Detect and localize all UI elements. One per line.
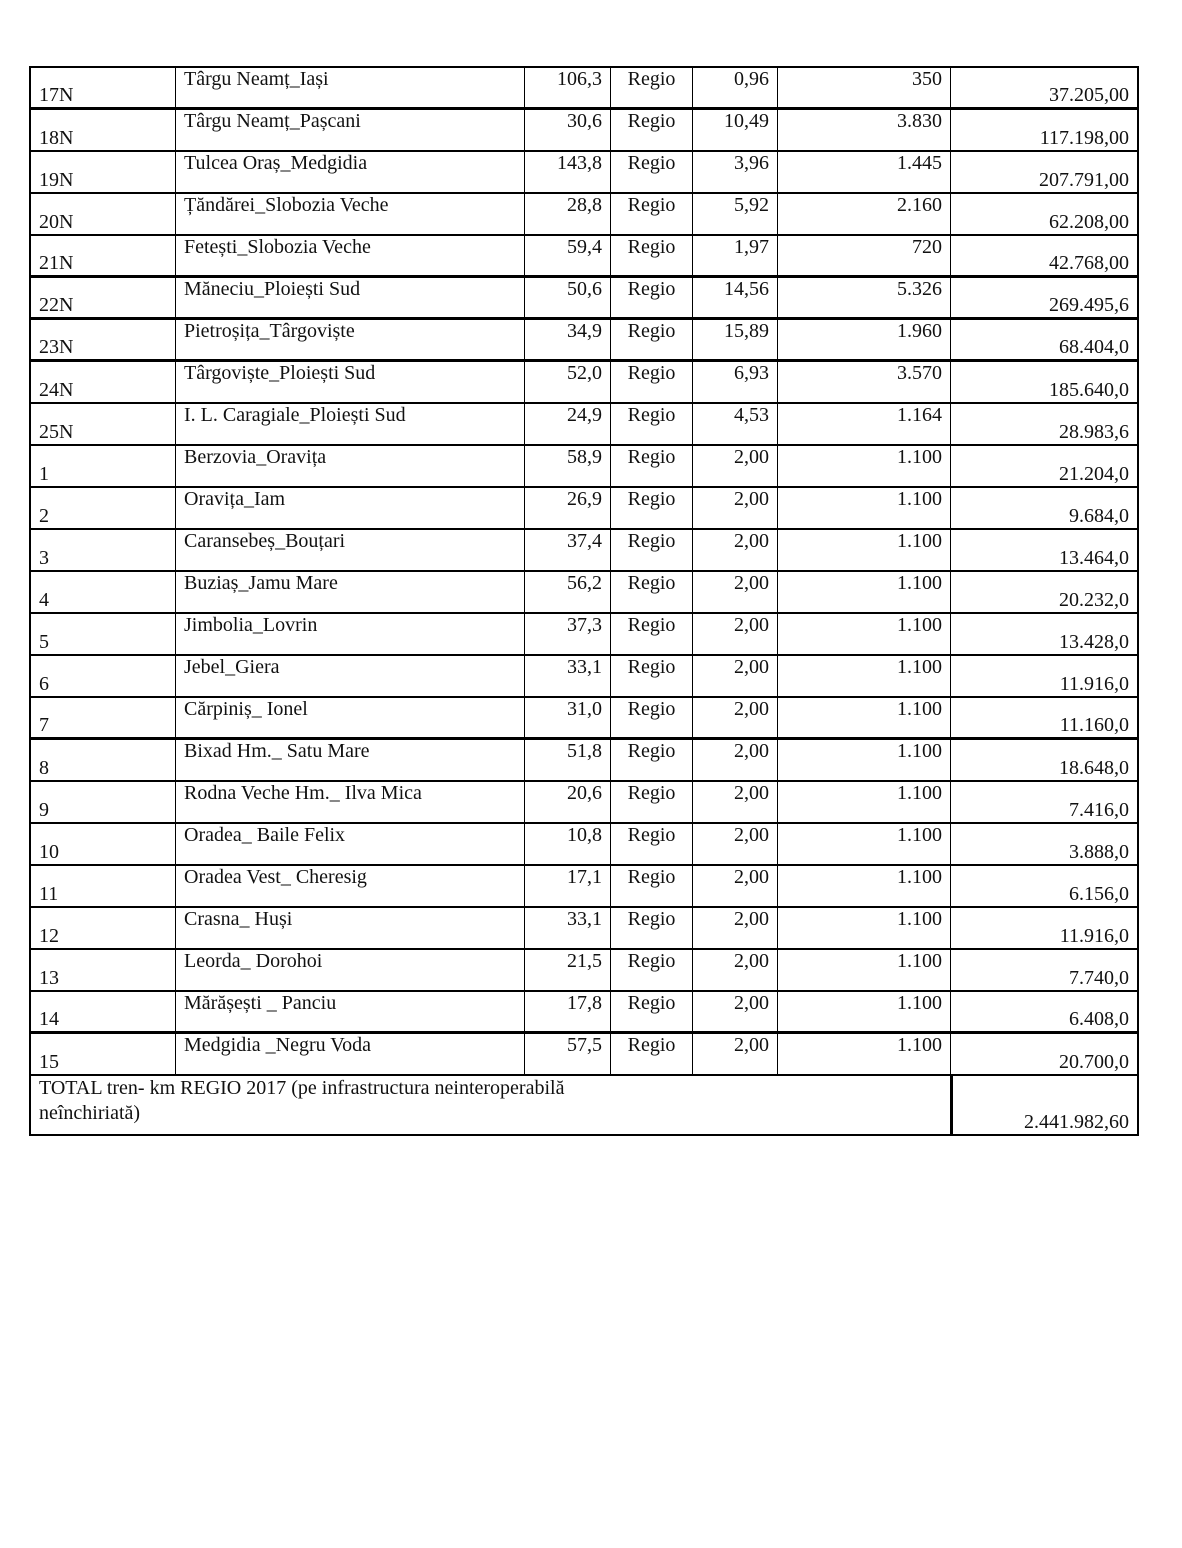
- route-name: Pietroșița_Târgoviște: [176, 320, 525, 362]
- row-number: 14: [31, 992, 176, 1034]
- total-label-line-2: neînchiriată): [39, 1102, 141, 1124]
- route-name: Târgoviște_Ploiești Sud: [176, 362, 525, 404]
- train-km-total: 20.700,0: [951, 1034, 1137, 1076]
- total-label: [31, 1076, 951, 1134]
- trips-count: 1.164: [778, 404, 951, 446]
- trips-count: 1.100: [778, 782, 951, 824]
- distance-km: 37,4: [525, 530, 611, 572]
- route-name: Tulcea Oraș_Medgidia: [176, 152, 525, 194]
- frequency: 4,53: [693, 404, 778, 446]
- row-number: 5: [31, 614, 176, 656]
- trips-count: 1.100: [778, 446, 951, 488]
- train-km-total: 13.464,0: [951, 530, 1137, 572]
- train-km-total: 21.204,0: [951, 446, 1137, 488]
- row-number: 21N: [31, 236, 176, 278]
- frequency: 2,00: [693, 866, 778, 908]
- trips-count: 5.326: [778, 278, 951, 320]
- distance-km: 57,5: [525, 1034, 611, 1076]
- table-row: [31, 698, 1137, 740]
- trips-count: 1.100: [778, 530, 951, 572]
- train-km-total: 7.740,0: [951, 950, 1137, 992]
- route-name: Țăndărei_Slobozia Veche: [176, 194, 525, 236]
- distance-km: 20,6: [525, 782, 611, 824]
- row-number: 3: [31, 530, 176, 572]
- row-number: 9: [31, 782, 176, 824]
- frequency: 0,96: [693, 68, 778, 110]
- train-km-total: 7.416,0: [951, 782, 1137, 824]
- frequency: 2,00: [693, 782, 778, 824]
- route-name: Măneciu_Ploiești Sud: [176, 278, 525, 320]
- trips-count: 1.100: [778, 614, 951, 656]
- frequency: 2,00: [693, 656, 778, 698]
- frequency: 1,97: [693, 236, 778, 278]
- train-type: Regio: [611, 152, 693, 194]
- frequency: 2,00: [693, 1034, 778, 1076]
- train-type: Regio: [611, 362, 693, 404]
- table-row: [31, 404, 1137, 446]
- train-type: Regio: [611, 404, 693, 446]
- row-number: 19N: [31, 152, 176, 194]
- frequency: 6,93: [693, 362, 778, 404]
- train-km-total: 269.495,6: [951, 278, 1137, 320]
- train-type: Regio: [611, 488, 693, 530]
- train-km-total: 62.208,00: [951, 194, 1137, 236]
- distance-km: 28,8: [525, 194, 611, 236]
- distance-km: 51,8: [525, 740, 611, 782]
- train-type: Regio: [611, 278, 693, 320]
- trips-count: 350: [778, 68, 951, 110]
- distance-km: 33,1: [525, 908, 611, 950]
- table-row: [31, 68, 1137, 110]
- trips-count: 1.100: [778, 740, 951, 782]
- train-km-total: 13.428,0: [951, 614, 1137, 656]
- row-number: 22N: [31, 278, 176, 320]
- row-number: 24N: [31, 362, 176, 404]
- route-name: Fetești_Slobozia Veche: [176, 236, 525, 278]
- route-name: Cărpiniș_ Ionel: [176, 698, 525, 740]
- trips-count: 1.960: [778, 320, 951, 362]
- frequency: 5,92: [693, 194, 778, 236]
- distance-km: 17,1: [525, 866, 611, 908]
- train-type: Regio: [611, 1034, 693, 1076]
- train-km-total: 3.888,0: [951, 824, 1137, 866]
- distance-km: 33,1: [525, 656, 611, 698]
- distance-km: 143,8: [525, 152, 611, 194]
- row-number: 18N: [31, 110, 176, 152]
- distance-km: 30,6: [525, 110, 611, 152]
- trips-count: 720: [778, 236, 951, 278]
- frequency: 2,00: [693, 908, 778, 950]
- train-type: Regio: [611, 824, 693, 866]
- train-km-total: 37.205,00: [951, 68, 1137, 110]
- train-km-total: 207.791,00: [951, 152, 1137, 194]
- row-number: 23N: [31, 320, 176, 362]
- route-name: Crasna_ Huși: [176, 908, 525, 950]
- route-name: Berzovia_Oravița: [176, 446, 525, 488]
- trips-count: 3.830: [778, 110, 951, 152]
- route-name: Rodna Veche Hm._ Ilva Mica: [176, 782, 525, 824]
- trips-count: 1.100: [778, 824, 951, 866]
- table-row: [31, 992, 1137, 1034]
- route-name: Oravița_Iam: [176, 488, 525, 530]
- row-number: 4: [31, 572, 176, 614]
- frequency: 2,00: [693, 824, 778, 866]
- trips-count: 1.100: [778, 1034, 951, 1076]
- table-row: [31, 446, 1137, 488]
- train-km-total: 28.983,6: [951, 404, 1137, 446]
- table-row: [31, 1034, 1137, 1076]
- route-name: Buziaș_Jamu Mare: [176, 572, 525, 614]
- route-name: Bixad Hm._ Satu Mare: [176, 740, 525, 782]
- train-km-total: 11.916,0: [951, 656, 1137, 698]
- route-name: Târgu Neamț_Pașcani: [176, 110, 525, 152]
- route-name: I. L. Caragiale_Ploiești Sud: [176, 404, 525, 446]
- route-name: Caransebeș_Bouțari: [176, 530, 525, 572]
- table-row: [31, 110, 1137, 152]
- route-name: Jimbolia_Lovrin: [176, 614, 525, 656]
- frequency: 2,00: [693, 488, 778, 530]
- row-number: 11: [31, 866, 176, 908]
- route-name: Oradea Vest_ Cheresig: [176, 866, 525, 908]
- train-km-total: 6.156,0: [951, 866, 1137, 908]
- train-km-total: 20.232,0: [951, 572, 1137, 614]
- train-km-total: 185.640,0: [951, 362, 1137, 404]
- distance-km: 58,9: [525, 446, 611, 488]
- row-number: 8: [31, 740, 176, 782]
- route-name: Medgidia _Negru Voda: [176, 1034, 525, 1076]
- row-number: 12: [31, 908, 176, 950]
- route-name: Târgu Neamț_Iași: [176, 68, 525, 110]
- row-number: 10: [31, 824, 176, 866]
- distance-km: 24,9: [525, 404, 611, 446]
- train-type: Regio: [611, 68, 693, 110]
- train-km-total: 11.160,0: [951, 698, 1137, 740]
- row-number: 1: [31, 446, 176, 488]
- trips-count: 1.100: [778, 992, 951, 1034]
- table-row: [31, 362, 1137, 404]
- train-type: Regio: [611, 866, 693, 908]
- train-km-total: 68.404,0: [951, 320, 1137, 362]
- frequency: 15,89: [693, 320, 778, 362]
- train-km-total: 18.648,0: [951, 740, 1137, 782]
- table-row: [31, 824, 1137, 866]
- total-label-line-1: TOTAL tren- km REGIO 2017 (pe infrastructura neinteroperabilă: [39, 1077, 565, 1099]
- distance-km: 52,0: [525, 362, 611, 404]
- row-number: 7: [31, 698, 176, 740]
- row-number: 6: [31, 656, 176, 698]
- row-number: 20N: [31, 194, 176, 236]
- train-type: Regio: [611, 656, 693, 698]
- train-km-total: 9.684,0: [951, 488, 1137, 530]
- distance-km: 17,8: [525, 992, 611, 1034]
- trips-count: 1.100: [778, 656, 951, 698]
- distance-km: 21,5: [525, 950, 611, 992]
- distance-km: 31,0: [525, 698, 611, 740]
- train-type: Regio: [611, 530, 693, 572]
- train-type: Regio: [611, 698, 693, 740]
- table-row: [31, 908, 1137, 950]
- train-type: Regio: [611, 236, 693, 278]
- train-type: Regio: [611, 614, 693, 656]
- train-km-total: 42.768,00: [951, 236, 1137, 278]
- frequency: 2,00: [693, 572, 778, 614]
- table-row: [31, 572, 1137, 614]
- frequency: 2,00: [693, 950, 778, 992]
- row-number: 25N: [31, 404, 176, 446]
- train-km-total: 11.916,0: [951, 908, 1137, 950]
- regio-train-km-table: [29, 66, 1139, 1136]
- trips-count: 1.445: [778, 152, 951, 194]
- distance-km: 59,4: [525, 236, 611, 278]
- trips-count: 1.100: [778, 866, 951, 908]
- train-km-total: 6.408,0: [951, 992, 1137, 1034]
- distance-km: 56,2: [525, 572, 611, 614]
- total-value: 2.441.982,60: [951, 1076, 1137, 1134]
- frequency: 14,56: [693, 278, 778, 320]
- frequency: 2,00: [693, 698, 778, 740]
- table-row: [31, 488, 1137, 530]
- distance-km: 50,6: [525, 278, 611, 320]
- table-row: [31, 194, 1137, 236]
- distance-km: 26,9: [525, 488, 611, 530]
- train-type: Regio: [611, 950, 693, 992]
- row-number: 15: [31, 1034, 176, 1076]
- train-type: Regio: [611, 110, 693, 152]
- train-type: Regio: [611, 782, 693, 824]
- distance-km: 10,8: [525, 824, 611, 866]
- frequency: 2,00: [693, 446, 778, 488]
- table-row: [31, 278, 1137, 320]
- table-row: [31, 614, 1137, 656]
- frequency: 10,49: [693, 110, 778, 152]
- train-km-total: 117.198,00: [951, 110, 1137, 152]
- train-type: Regio: [611, 194, 693, 236]
- table-row: [31, 152, 1137, 194]
- route-name: Leorda_ Dorohoi: [176, 950, 525, 992]
- row-number: 17N: [31, 68, 176, 110]
- frequency: 2,00: [693, 992, 778, 1034]
- train-type: Regio: [611, 908, 693, 950]
- frequency: 2,00: [693, 740, 778, 782]
- trips-count: 1.100: [778, 698, 951, 740]
- trips-count: 1.100: [778, 572, 951, 614]
- table-row: [31, 740, 1137, 782]
- table-row: [31, 782, 1137, 824]
- train-type: Regio: [611, 740, 693, 782]
- distance-km: 106,3: [525, 68, 611, 110]
- train-type: Regio: [611, 446, 693, 488]
- frequency: 2,00: [693, 530, 778, 572]
- frequency: 2,00: [693, 614, 778, 656]
- distance-km: 34,9: [525, 320, 611, 362]
- table-row: [31, 320, 1137, 362]
- table-row: [31, 530, 1137, 572]
- train-type: Regio: [611, 320, 693, 362]
- row-number: 13: [31, 950, 176, 992]
- train-type: Regio: [611, 572, 693, 614]
- trips-count: 1.100: [778, 950, 951, 992]
- route-name: Oradea_ Baile Felix: [176, 824, 525, 866]
- train-type: Regio: [611, 992, 693, 1034]
- trips-count: 1.100: [778, 488, 951, 530]
- distance-km: 37,3: [525, 614, 611, 656]
- frequency: 3,96: [693, 152, 778, 194]
- trips-count: 1.100: [778, 908, 951, 950]
- route-name: Mărășești _ Panciu: [176, 992, 525, 1034]
- trips-count: 2.160: [778, 194, 951, 236]
- table-row: [31, 950, 1137, 992]
- table-row: [31, 236, 1137, 278]
- row-number: 2: [31, 488, 176, 530]
- route-name: Jebel_Giera: [176, 656, 525, 698]
- table-row: [31, 656, 1137, 698]
- trips-count: 3.570: [778, 362, 951, 404]
- total-row: [31, 1076, 1137, 1134]
- table-row: [31, 866, 1137, 908]
